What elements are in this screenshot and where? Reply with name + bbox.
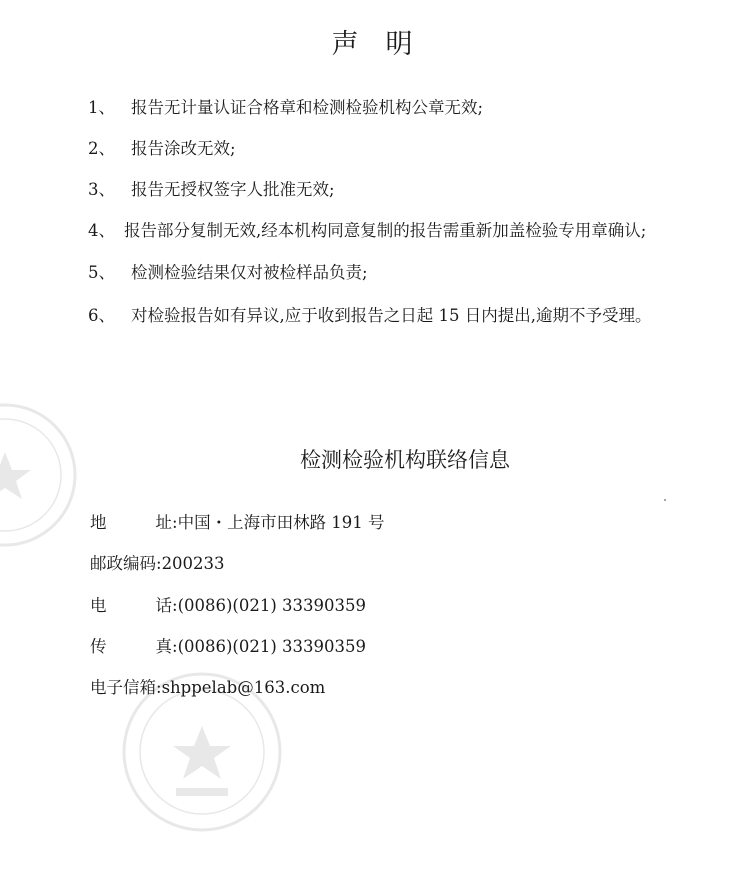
label-colon: :	[156, 678, 162, 697]
list-item-text: 报告无计量认证合格章和检测检验机构公章无效;	[131, 98, 484, 117]
phone-label: 电 话	[90, 596, 172, 615]
contact-info-title: 检测检验机构联络信息	[300, 448, 510, 472]
postal-code-value: 200233	[161, 554, 225, 573]
scan-speck	[664, 499, 666, 501]
label-colon: :	[172, 596, 178, 615]
email-row	[90, 673, 325, 703]
phone-row	[90, 591, 366, 621]
postal-code-row	[90, 549, 225, 579]
label-colon: :	[172, 637, 178, 656]
list-item-number: 3、	[88, 180, 115, 199]
list-item-number: 1、	[88, 98, 115, 117]
declaration-title: 声 明	[331, 29, 413, 60]
list-item-number: 2、	[88, 139, 115, 158]
label-colon: :	[172, 513, 178, 532]
faded-seal-stamp-left	[0, 400, 80, 550]
label-colon: :	[156, 554, 162, 573]
address-value: 中国・上海市田林路 191 号	[177, 513, 385, 532]
list-item-number: 4、	[88, 221, 115, 240]
fax-value: (0086)(021) 33390359	[177, 637, 367, 656]
list-item-text: 报告部分复制无效,经本机构同意复制的报告需重新加盖检验专用章确认;	[124, 221, 647, 240]
email-value: shppelab@163.com	[161, 678, 326, 697]
list-item-text: 对检验报告如有异议,应于收到报告之日起 15 日内提出,逾期不予受理。	[131, 306, 652, 325]
phone-value: (0086)(021) 33390359	[177, 596, 367, 615]
list-item-number: 5、	[88, 263, 115, 282]
fax-row	[90, 632, 366, 662]
address-row	[90, 508, 385, 538]
address-label: 地 址	[90, 513, 172, 532]
fax-label: 传 真	[90, 637, 172, 656]
list-item-text: 报告涂改无效;	[131, 139, 236, 158]
postal-code-label: 邮政编码	[90, 554, 156, 573]
list-item-text: 报告无授权签字人批准无效;	[131, 180, 335, 199]
list-item-text: 检测检验结果仅对被检样品负责;	[131, 263, 368, 282]
list-item-number: 6、	[88, 306, 115, 325]
email-label: 电子信箱	[90, 678, 156, 697]
